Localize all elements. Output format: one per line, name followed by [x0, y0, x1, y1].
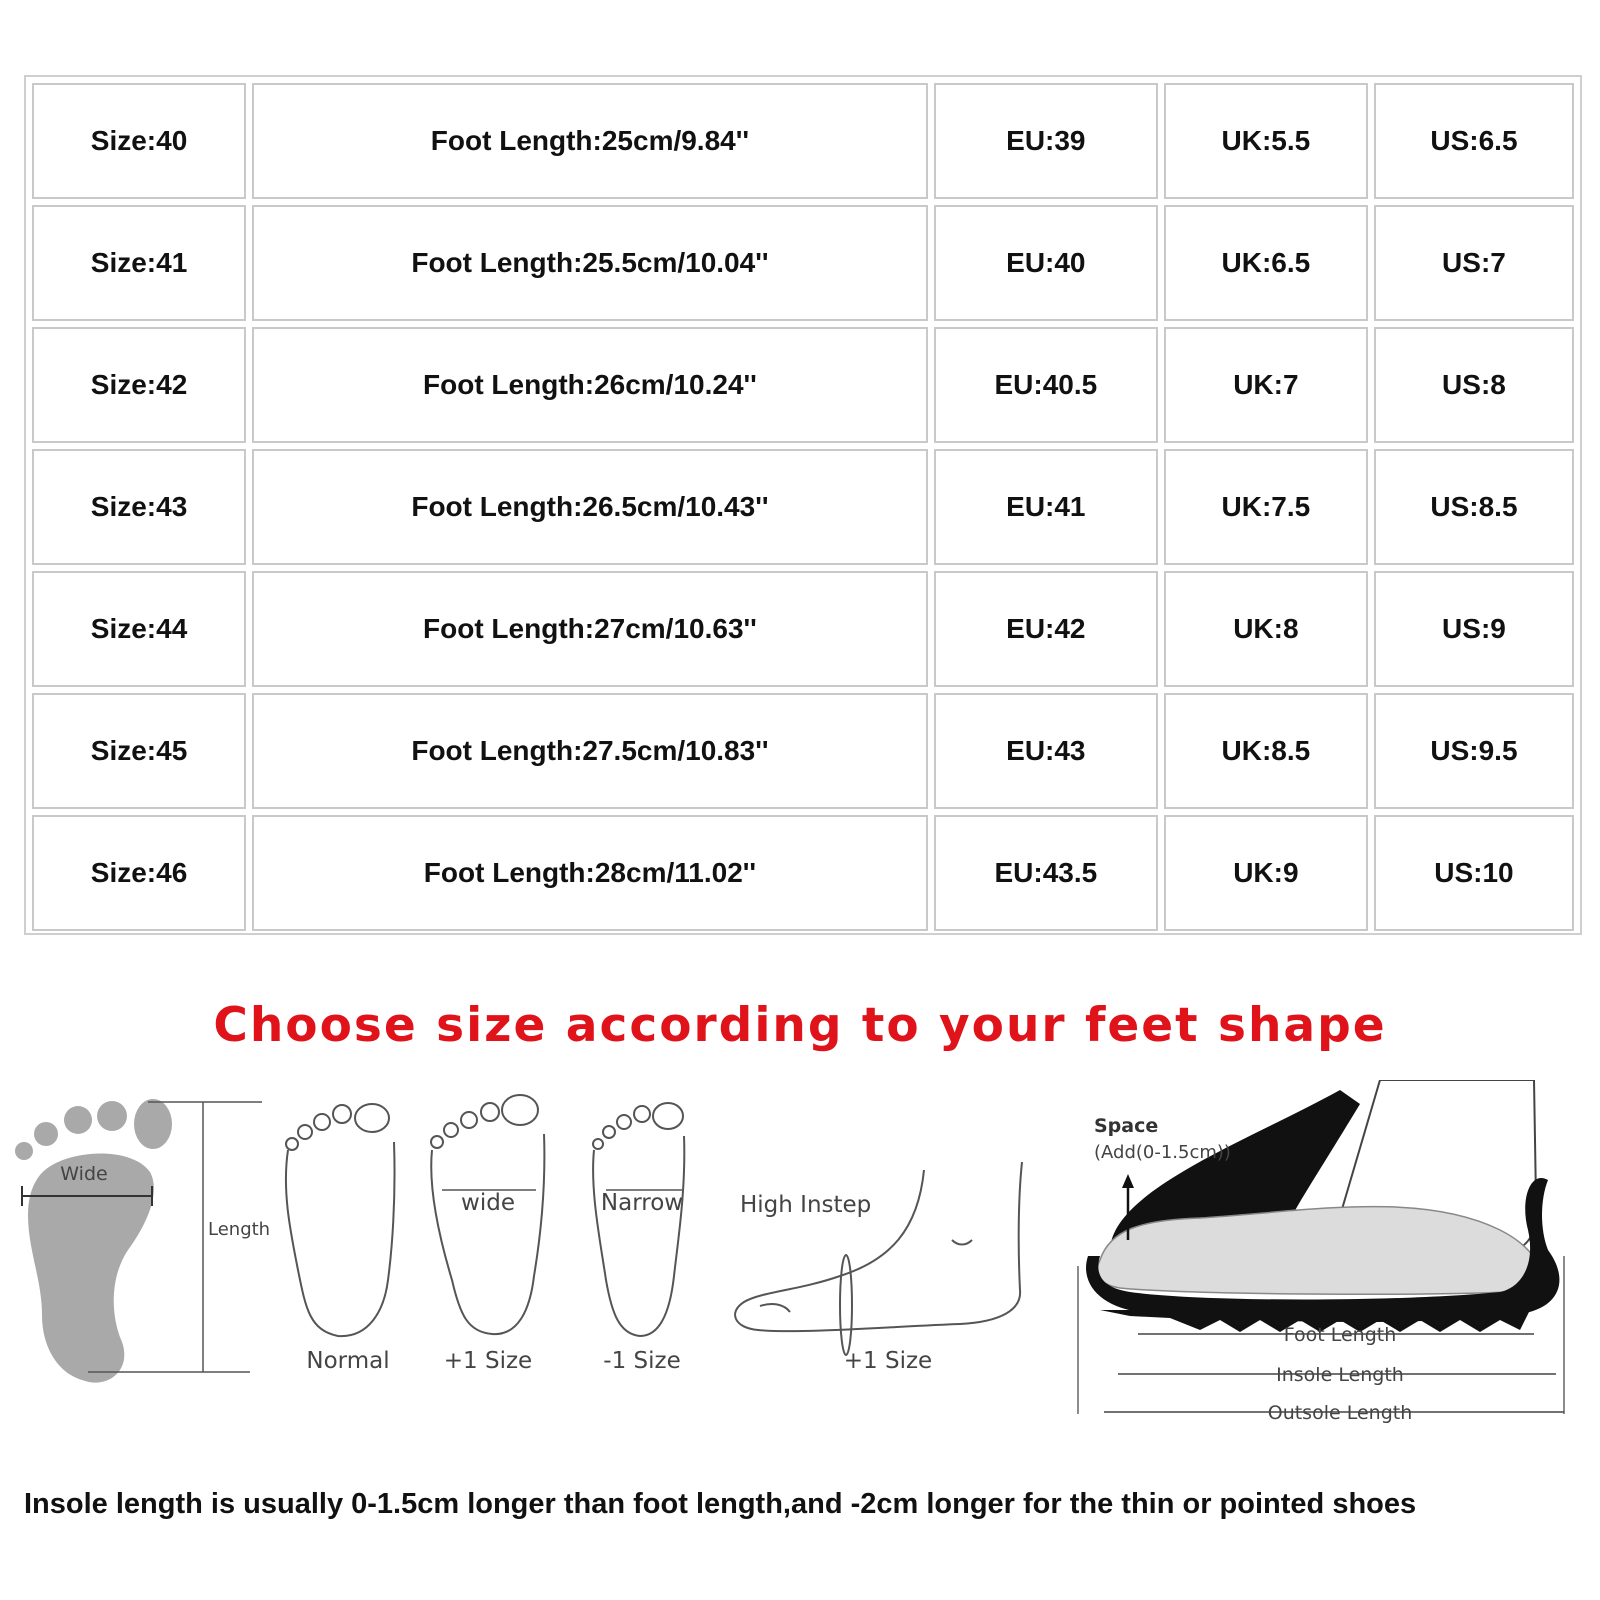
us-size-cell: US:6.5	[1374, 83, 1574, 199]
table-row	[32, 815, 1574, 931]
size-cell: Size:46	[32, 815, 246, 931]
foot-shape-diagrams	[0, 1080, 1600, 1450]
table-row	[32, 327, 1574, 443]
diagram-canvas	[0, 1080, 1600, 1450]
foot-length-cell: Foot Length:27cm/10.63''	[252, 571, 928, 687]
uk-size-cell: UK:7.5	[1164, 449, 1368, 565]
uk-size-cell: UK:7	[1164, 327, 1368, 443]
us-size-cell: US:7	[1374, 205, 1574, 321]
length-label: Length	[208, 1219, 271, 1240]
size-chart-grid	[26, 77, 1580, 937]
us-size-cell: US:9.5	[1374, 693, 1574, 809]
table-row	[32, 449, 1574, 565]
high-instep-label: High Instep	[740, 1192, 872, 1218]
eu-size-cell: EU:39	[934, 83, 1158, 199]
instep-size-label: +1 Size	[843, 1348, 933, 1374]
gray-footprint-icon	[15, 1099, 172, 1383]
eu-size-cell: EU:40	[934, 205, 1158, 321]
us-size-cell: US:8	[1374, 327, 1574, 443]
eu-size-cell: EU:43.5	[934, 815, 1158, 931]
foot-length-cell: Foot Length:28cm/11.02''	[252, 815, 928, 931]
table-row	[32, 693, 1574, 809]
us-size-cell: US:8.5	[1374, 449, 1574, 565]
us-size-cell: US:9	[1374, 571, 1574, 687]
wide-size-label: +1 Size	[443, 1348, 533, 1374]
foot-length-cell: Foot Length:27.5cm/10.83''	[252, 693, 928, 809]
foot-length-cell: Foot Length:26.5cm/10.43''	[252, 449, 928, 565]
foot-length-cell: Foot Length:25cm/9.84''	[252, 83, 928, 199]
us-size-cell: US:10	[1374, 815, 1574, 931]
eu-size-cell: EU:42	[934, 571, 1158, 687]
table-row	[32, 205, 1574, 321]
space-label: Space	[1094, 1115, 1159, 1137]
size-cell: Size:43	[32, 449, 246, 565]
uk-size-cell: UK:8	[1164, 571, 1368, 687]
uk-size-cell: UK:8.5	[1164, 693, 1368, 809]
wide-foot-label: wide	[461, 1190, 515, 1216]
outsole-length-label: Outsole Length	[1267, 1402, 1413, 1424]
eu-size-cell: EU:43	[934, 693, 1158, 809]
narrow-size-label: -1 Size	[603, 1348, 681, 1374]
uk-size-cell: UK:5.5	[1164, 83, 1368, 199]
narrow-foot-label: Narrow	[600, 1190, 684, 1216]
space-sub-label: (Add(0-1.5cm))	[1094, 1142, 1231, 1163]
foot-length-cell: Foot Length:25.5cm/10.04''	[252, 205, 928, 321]
eu-size-cell: EU:41	[934, 449, 1158, 565]
table-row	[32, 571, 1574, 687]
table-row	[32, 83, 1574, 199]
size-cell: Size:44	[32, 571, 246, 687]
insole-length-label: Insole Length	[1276, 1364, 1404, 1386]
foot-length-cell: Foot Length:26cm/10.24''	[252, 327, 928, 443]
wide-label: Wide	[60, 1163, 108, 1185]
eu-size-cell: EU:40.5	[934, 327, 1158, 443]
uk-size-cell: UK:9	[1164, 815, 1368, 931]
size-cell: Size:42	[32, 327, 246, 443]
size-cell: Size:45	[32, 693, 246, 809]
insole-footnote: Insole length is usually 0-1.5cm longer than foot length,and -2cm longer for the thin or pointed shoes	[24, 1488, 1417, 1520]
high-instep-foot-icon	[735, 1162, 1022, 1355]
size-headline: Choose size according to your feet shape	[213, 998, 1387, 1053]
normal-label: Normal	[306, 1348, 390, 1374]
foot-length-label: Foot Length	[1283, 1324, 1397, 1346]
size-cell: Size:41	[32, 205, 246, 321]
size-chart-table	[24, 75, 1582, 935]
uk-size-cell: UK:6.5	[1164, 205, 1368, 321]
normal-foot-icon	[286, 1104, 395, 1336]
size-cell: Size:40	[32, 83, 246, 199]
narrow-foot-icon	[593, 1103, 684, 1336]
